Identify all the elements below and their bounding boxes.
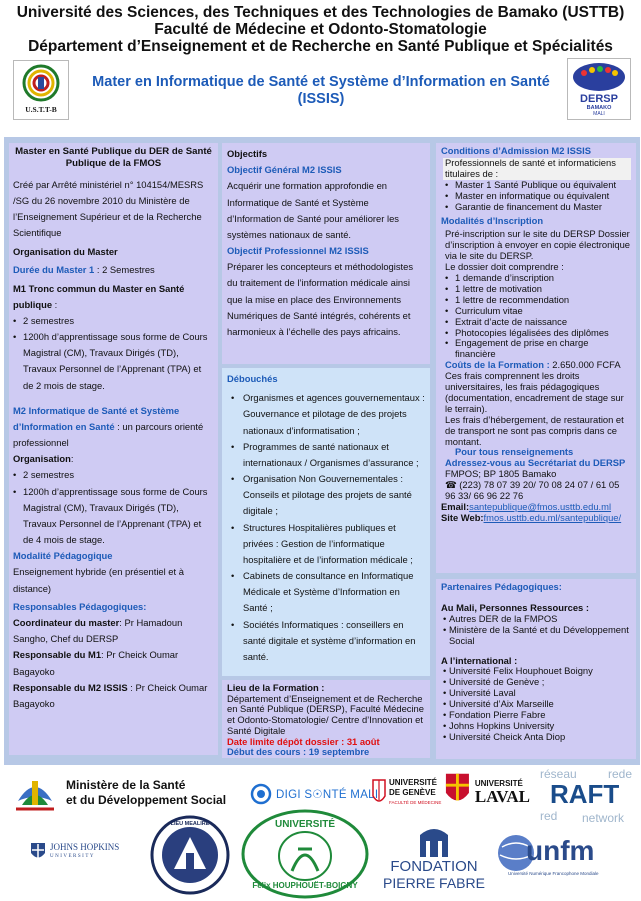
mali-partners-list — [441, 614, 631, 647]
raft-name: RAFT — [550, 779, 620, 809]
m1-list — [13, 313, 214, 394]
list-item: • Université d’Aix Marseille — [443, 699, 631, 710]
felix-houphouet-boigny-logo — [240, 809, 370, 899]
organisation-heading: Organisation du Master — [13, 246, 118, 258]
list-item: • 1 demande d’inscription — [445, 273, 631, 284]
list-item: • 1200h d’apprentissage sous forme de Cours Magistral (CM), Travaux Dirigés (TD), Travaux Personnel de l’Apprenant (TPA) et de 2 mois de stage. — [13, 329, 214, 394]
debouches-heading: Débouchés — [227, 373, 278, 384]
mali-partners-heading: Au Mali, Personnes Ressources : — [441, 601, 589, 613]
website-label: Site Web: — [441, 511, 484, 523]
info-phone: ☎ (223) 78 07 39 20/ 70 08 24 07 / 61 05 96 33/ 66 96 22 76 — [445, 479, 620, 502]
admission-panel — [436, 143, 636, 573]
cost-label: Coûts de la Formation : — [445, 359, 550, 371]
inscription-heading: Modalités d’Inscription — [441, 215, 544, 227]
list-item: • Université Cheick Anta Diop — [443, 732, 631, 743]
email-label: Email: — [441, 501, 470, 512]
dersp-logo-sub: BAMAKO — [586, 105, 612, 111]
coordinator-value: : Pr Hamadoun Sangho, Chef du DERSP — [13, 617, 183, 645]
dersp-logo-text: DERSP — [580, 93, 618, 105]
johns-hopkins-logo — [30, 837, 140, 867]
info-address: FMPOS; BP 1805 Bamako — [445, 468, 557, 480]
list-item: • Sociétés Informatiques : conseillers en santé digitale et système d’information en santé. — [231, 617, 425, 666]
list-item: • Ministère de la Santé et du Développement Social — [443, 625, 631, 647]
johns-hopkins-shield-icon — [30, 842, 46, 862]
raft-network: network — [582, 811, 625, 825]
dossier-list — [441, 273, 631, 360]
location-text: Département d’Enseignement et de Recherche en Santé Publique (DERSP), Faculté Médecine et Odonto-Stomatologie/ Centre d’Innovation et Santé Digitale — [227, 692, 424, 736]
laval-crest-icon — [444, 771, 471, 809]
fhb-top-text: UNIVERSITÉ — [274, 819, 335, 830]
raft-rede: rede — [608, 767, 633, 781]
partners-heading: Partenaires Pédagogiques: — [441, 581, 562, 592]
list-item: • 1 lettre de motivation — [445, 284, 631, 295]
dossier-intro: Le dossier doit comprendre : — [445, 261, 564, 273]
cost-text: Ces frais comprennent les droits universitaires, les frais pédagogiques (documentation, encadrement de stage sur le terrain). — [445, 370, 624, 414]
master-heading: Master en Santé Publique du DER de Santé Publique de la FMOS — [15, 146, 212, 170]
list-item: • Curriculum vitae — [445, 306, 631, 317]
professional-objective-heading: Objectif Professionnel M2 ISSIS — [227, 245, 369, 257]
list-item: • 1200h d’apprentissage sous forme de Cours Magistral (CM), Travaux Dirigés (TD), Travaux Personnel de l’Apprenant (TPA) et de 4 mois de stage. — [13, 484, 214, 549]
list-item: • Johns Hopkins University — [443, 721, 631, 732]
list-item: • Master 1 Santé Publique ou équivalent — [445, 180, 631, 191]
list-item: • Master en informatique ou équivalent — [445, 191, 631, 202]
geneve-line3: FACULTÉ DE MÉDECINE — [389, 800, 442, 805]
usttb-logo — [13, 60, 69, 120]
usttb-logo-text: U.S.T.T-B — [25, 105, 57, 114]
fpf-line2: PIERRE FABRE — [383, 875, 485, 891]
list-item: • 1 lettre de recommendation — [445, 295, 631, 306]
partner-logos-footer — [0, 765, 641, 901]
modalite-heading: Modalité Pédagogique — [13, 550, 113, 562]
coordinator-label: Coordinateur du master — [13, 617, 120, 628]
admission-heading: Conditions d’Admission M2 ISSIS — [441, 145, 592, 156]
geneve-line2: DE GENÈVE — [389, 788, 436, 797]
list-item: • Structures Hospitalières publiques et privées : Gestion de l’informatique hospitalière et de l’information médicale ; — [231, 520, 425, 569]
master-info-panel — [9, 143, 218, 755]
m2-responsible-label: Responsable du M2 ISSIS — [13, 681, 128, 693]
m1-heading-line — [13, 281, 214, 313]
website-link[interactable]: fmos.usttb.edu.ml/santepublique/ — [483, 511, 622, 523]
laval-logo — [444, 767, 530, 813]
ministry-name-line2: et du Développement Social — [66, 793, 227, 807]
m1-colon: : — [52, 298, 58, 310]
list-item: • Université Laval — [443, 688, 631, 699]
creation-decree: Créé par Arrêté ministériel n° 104154/MESRS /SG du 26 novembre 2010 du Ministère de l’Enseignement Supérieur et de la Recherche Scientifique — [13, 178, 204, 239]
admission-intro: Professionnels de santé et informaticiens titulaires de : — [443, 158, 631, 180]
m2-organisation-label: Organisation — [13, 453, 71, 465]
raft-logo — [538, 767, 636, 833]
objectives-panel — [222, 143, 430, 364]
intl-partners-list — [441, 666, 631, 742]
m2-organisation-line — [13, 451, 214, 467]
master-title: Mater en Informatique de Santé et Système d’Information en Santé (ISSIS) — [92, 74, 550, 107]
cheick-anta-diop-logo — [150, 813, 230, 897]
fpf-line1: FONDATION — [390, 858, 478, 875]
m2-list — [13, 467, 214, 548]
list-item: • 2 semestres — [13, 467, 214, 483]
digi-sante-icon — [250, 783, 272, 805]
laval-line1: UNIVERSITÉ — [474, 779, 523, 788]
m2-description: : un parcours orienté professionnel — [13, 420, 204, 449]
cost-value: 2.650.000 FCFA — [549, 359, 621, 371]
fpf-building-icon — [382, 823, 486, 859]
m1-responsible-label: Responsable du M1 — [13, 649, 102, 661]
list-item: • Engagement de prise en charge financière — [445, 338, 631, 360]
m1-heading: M1 Tronc commun du Master en Santé publique — [13, 282, 185, 310]
m1-responsible-value: : Pr Cheick Oumar Bagayoko — [13, 649, 179, 677]
department-name: Département d’Enseignement et de Recherche en Santé Publique et Spécialités — [28, 38, 613, 55]
list-item: • Université de Genève ; — [443, 677, 631, 688]
list-item: • Organisation Non Gouvernementales : Conseils et pilotage des projets de santé digitale ; — [231, 471, 425, 520]
raft-red: red — [540, 809, 558, 823]
intl-partners-heading: A l’international : — [441, 654, 518, 666]
modalite-text: Enseignement hybride (en présentiel et à distance) — [13, 566, 184, 594]
email-link[interactable]: santepublique@fmos.usttb.edu.ml — [469, 501, 612, 512]
ministry-emblem-icon — [12, 771, 58, 815]
faculty-name: Faculté de Médecine et Odonto-Stomatologie — [154, 21, 487, 38]
responsables-heading: Responsables Pédagogiques: — [13, 600, 147, 612]
info-heading: Pour tous renseignements — [455, 446, 574, 458]
m1-responsible-line — [13, 647, 214, 679]
duration-line — [13, 262, 214, 278]
objectives-heading: Objectifs — [227, 148, 268, 159]
admission-list — [441, 180, 631, 213]
cost-text-2: Les frais d’hébergement, de restauration et de transport ne sont pas compris dans ce montant. — [445, 413, 624, 447]
list-item: • Extrait d’acte de naissance — [445, 317, 631, 328]
list-item: • Garantie de financement du Master — [445, 202, 631, 213]
m2-responsible-line — [13, 680, 214, 712]
debouches-list — [227, 390, 425, 665]
laval-line2: LAVAL — [474, 787, 530, 806]
partners-panel — [436, 579, 636, 759]
professional-objective-text: Préparer les concepteurs et méthodologistes du traitement de l’information médicale ainsi que la mise en place des Environnements Numériques de Santé intégrés, cohérents et harmonieux à l’échelle des pays africains. — [227, 261, 414, 337]
geneve-line1: UNIVERSITÉ — [389, 778, 438, 787]
ministry-name-line1: Ministère de la Santé — [66, 778, 186, 792]
ministry-logo — [12, 769, 232, 817]
fhb-bottom-text: Félix HOUPHOUËT-BOIGNY — [252, 881, 358, 890]
johns-hopkins-line1: JOHNS HOPKINS — [50, 842, 120, 852]
list-item: • 2 semestres — [13, 313, 214, 329]
list-item: • Université Felix Houphouet Boigny — [443, 666, 631, 677]
m2-heading: M2 Informatique de Santé et Système d’Information en Santé — [13, 404, 180, 432]
general-objective-heading: Objectif Général M2 ISSIS — [227, 164, 342, 176]
dersp-logo-sub2: MALI — [593, 111, 605, 117]
fondation-pierre-fabre-logo — [382, 823, 486, 897]
geneve-logo — [372, 771, 442, 815]
debouches-panel — [222, 368, 430, 676]
location-heading: Lieu de la Formation : — [227, 682, 325, 693]
unfm-name: unfm — [526, 835, 595, 866]
m2-organisation-colon: : — [70, 453, 74, 465]
coordinator-line — [13, 615, 214, 647]
unfm-sub: Université Numérique Francophone Mondiale — [508, 871, 599, 876]
digi-sante-text: DIGI S☉NTÉ MALI — [276, 789, 379, 801]
list-item: • Organismes et agences gouvernementaux : Gouvernance et pilotage de des projets nationaux d’informatisation ; — [231, 390, 425, 439]
raft-reseau: réseau — [540, 767, 577, 781]
johns-hopkins-line2: UNIVERSITY — [50, 854, 95, 859]
geneve-crest-icon — [372, 778, 386, 808]
dersp-logo — [567, 58, 631, 120]
m2-responsible-value: : Pr Cheick Oumar Bagayoko — [13, 681, 208, 709]
m2-heading-line — [13, 403, 214, 452]
start-date-text: Début des cours : 19 septembre — [227, 746, 370, 758]
poster-header — [0, 0, 641, 133]
deadline-text: Date limite dépôt dossier : 31 août — [227, 735, 380, 747]
info-contact: Adressez-vous au Secrétariat du DERSP — [445, 457, 626, 469]
university-name: Université des Sciences, des Techniques et des Technologies de Bamako (USTTB) — [16, 4, 625, 21]
list-item: • Fondation Pierre Fabre — [443, 710, 631, 721]
website-line — [441, 513, 631, 524]
list-item: • Programmes de santé nationaux et internationaux / Organismes d’assurance ; — [231, 439, 425, 471]
general-objective-text: Acquérir une formation approfondie en Informatique de Santé et Système d’Information de Santé pour améliorer les systèmes nationaux de santé. — [227, 180, 399, 240]
list-item: • Autres DER de la FMPOS — [443, 614, 631, 625]
duration-label: Durée du Master 1 — [13, 264, 95, 276]
list-item: • Cabinets de consultance en Informatique Médicale et Système d’Information en Santé ; — [231, 568, 425, 617]
digi-sante-logo — [250, 779, 380, 809]
list-item: • Photocopies légalisées des diplômes — [445, 328, 631, 339]
inscription-text: Pré-inscription sur le site du DERSP Dossier d’inscription à envoyer en copie électronique via le site du DERSP. — [445, 228, 631, 262]
duration-value: : 2 Semestres — [94, 264, 155, 276]
emblem-text: LIEU MEALIRE — [170, 821, 210, 827]
unfm-logo — [496, 833, 636, 881]
location-panel — [222, 680, 430, 758]
